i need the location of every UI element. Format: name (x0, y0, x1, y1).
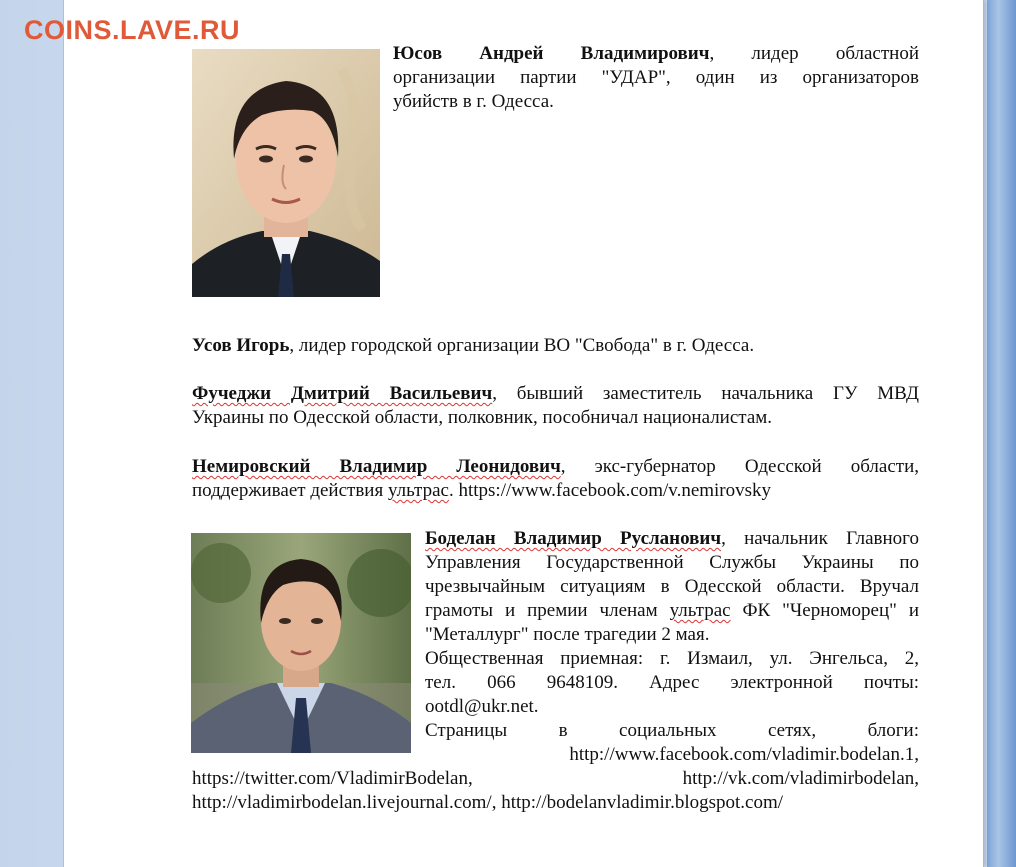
entry-description: Управления Государственной Службы Украины по (425, 552, 919, 573)
entry-description: , экс-губернатор Одесской области, (560, 456, 919, 477)
contact-email: ootdl@ukr.net. (425, 696, 539, 717)
social-heading: Страницы в социальных сетях, блоги: (425, 720, 919, 741)
portrait-photo-yusov (192, 49, 380, 297)
entry-description: убийств в г. Одесса. (393, 91, 554, 112)
link-facebook-bodelan[interactable]: http://www.facebook.com/vladimir.bodelan.1, (569, 744, 919, 765)
entry-name: Фучеджи Дмитрий Васильевич (192, 383, 493, 404)
entry-description: , лидер городской организации ВО "Свобода" в г. Одесса. (289, 335, 755, 356)
portrait-photo-bodelan (191, 533, 411, 753)
entry-description: ультрас (387, 480, 449, 501)
entry-description: "Металлург" после трагедии 2 мая. (425, 624, 710, 645)
entry-description: грамоты и премии членам (425, 600, 670, 621)
watermark: COINS.LAVE.RU (24, 15, 241, 45)
entry-description: , начальник Главного (721, 528, 920, 549)
link-blogs-bodelan[interactable]: http://vladimirbodelan.livejournal.com/, http://bodelanvladimir.blogspot.com/ (192, 792, 784, 813)
entry-description: чрезвычайным ситуациям в Одесской области. Вручал (425, 576, 919, 597)
link-twitter-bodelan[interactable]: https://twitter.com/VladimirBodelan, (192, 768, 473, 789)
entry-description: Украины по Одесской области, полковник, пособничал националистам. (192, 407, 773, 428)
entry-description: поддерживает действия (192, 480, 388, 501)
entry-nemirovsky (192, 455, 919, 503)
contact-address: Общественная приемная: г. Измаил, ул. Энгельса, 2, (425, 648, 919, 669)
entry-description: , лидер областной (709, 43, 920, 64)
entry-description: . https://www.facebook.com/v.nemirovsky (448, 480, 772, 501)
entry-description: , бывший заместитель начальника ГУ МВД (492, 383, 919, 404)
entry-name: Усов Игорь (192, 335, 290, 356)
links-row (192, 767, 919, 791)
entry-yusov (393, 42, 919, 114)
entry-fuchedzhi (192, 382, 919, 430)
link-vk-bodelan[interactable]: http://vk.com/vladimirbodelan, (682, 768, 919, 789)
entry-description: ультрас (669, 600, 731, 621)
contact-phone-email: тел. 066 9648109. Адрес электронной почты: (425, 672, 919, 693)
entry-name: Юсов Андрей Владимирович (393, 43, 710, 64)
entry-description: организации партии "УДАР", один из организаторов (393, 67, 919, 88)
entry-usov (192, 334, 919, 358)
window-frame-edge (987, 0, 1016, 867)
entry-name: Немировский Владимир Леонидович (192, 456, 561, 477)
entry-description: ФК "Черноморец" и (730, 600, 919, 621)
entry-name: Боделан Владимир Русланович (425, 528, 722, 549)
entry-bodelan (425, 527, 919, 743)
